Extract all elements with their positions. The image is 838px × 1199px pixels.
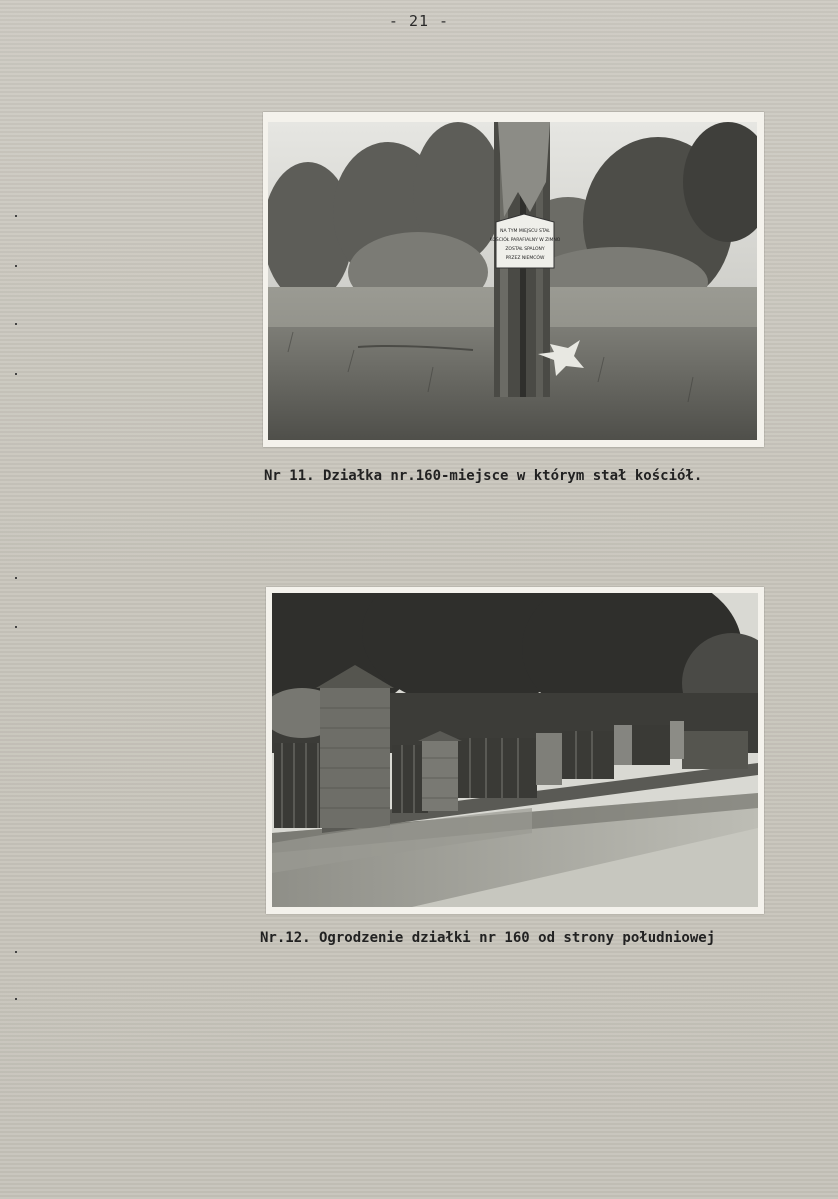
page-number: - 21 - — [388, 12, 450, 30]
photo-fence-south-image — [272, 593, 758, 907]
photo-fence-south — [266, 587, 764, 914]
plaque-line: NA TYM MIEJSCU STAŁ — [500, 229, 550, 234]
photo-church-site-caption: Nr 11. Działka nr.160-miejsce w którym stał kościół. — [264, 468, 703, 484]
margin-mark — [15, 626, 17, 628]
margin-mark — [15, 265, 17, 267]
plaque-line: KOŚCIÓŁ PARAFIALNY W ZIMNO — [489, 238, 561, 243]
margin-mark — [15, 373, 17, 375]
margin-mark — [15, 951, 17, 953]
margin-mark — [15, 998, 17, 1000]
plaque-line: ZOSTAŁ SPALONY — [505, 247, 545, 252]
photo-church-site — [263, 112, 764, 447]
margin-mark — [15, 323, 17, 325]
margin-mark — [15, 215, 17, 217]
plaque-line: PRZEZ NIEMCÓW — [505, 256, 545, 261]
photo-fence-south-caption: Nr.12. Ogrodzenie działki nr 160 od strony południowej — [260, 930, 716, 946]
margin-mark — [15, 577, 17, 579]
photo-church-site-image — [268, 122, 757, 440]
